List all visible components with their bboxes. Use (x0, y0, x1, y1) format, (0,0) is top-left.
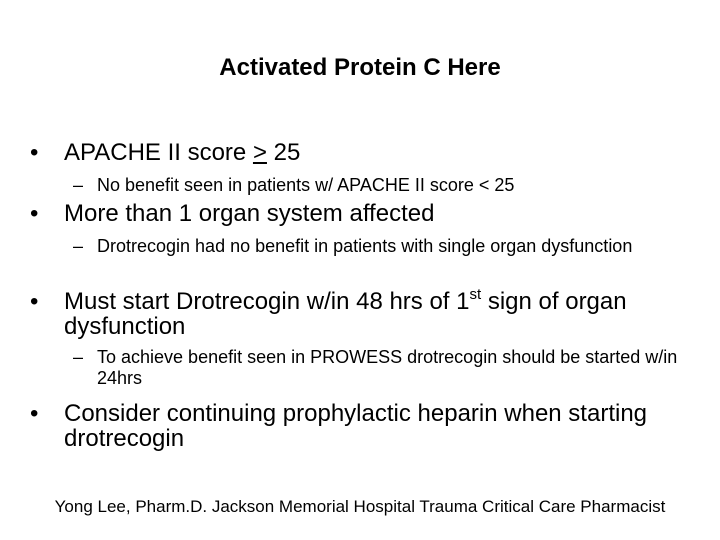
bullet-marker: • (30, 400, 39, 427)
ordinal-superscript: st (469, 286, 482, 303)
bullet-text: APACHE II score > 25 (64, 139, 301, 166)
bullet-marker: • (30, 139, 39, 166)
sub-bullet-text: No benefit seen in patients w/ APACHE II score < 25 (97, 175, 515, 195)
sub-bullet-no-benefit (73, 175, 717, 196)
bullet-start-drotrecogin (30, 286, 694, 340)
bullet-marker: • (30, 200, 39, 227)
bullet-organ-systems (30, 201, 694, 226)
footer-credit: Yong Lee, Pharm.D. Jackson Memorial Hospital Trauma Critical Care Pharmacist (54, 497, 666, 516)
sub-bullet-marker: – (73, 347, 84, 367)
sub-bullet-single-organ (73, 236, 717, 257)
sub-bullet-text: Drotrecogin had no benefit in patients with single organ dysfunction (97, 236, 633, 256)
bullet-text: Must start Drotrecogin w/in 48 hrs of 1st sign of organ dysfunction (64, 286, 627, 340)
bullet-apache-score (30, 140, 694, 165)
bullet-text: Consider continuing prophylactic heparin when starting drotrecogin (64, 400, 648, 452)
sub-bullet-text: To achieve benefit seen in PROWESS drotrecogin should be started w/in 24hrs (97, 347, 678, 388)
greater-equal-symbol: > (252, 139, 267, 166)
sub-bullet-prowess (73, 347, 717, 389)
bullet-heparin (30, 401, 694, 451)
bullet-marker: • (30, 288, 39, 315)
sub-bullet-marker: – (73, 236, 84, 256)
bullet-text: More than 1 organ system affected (64, 200, 435, 227)
sub-bullet-marker: – (73, 175, 84, 195)
slide-title: Activated Protein C Here (219, 54, 501, 81)
